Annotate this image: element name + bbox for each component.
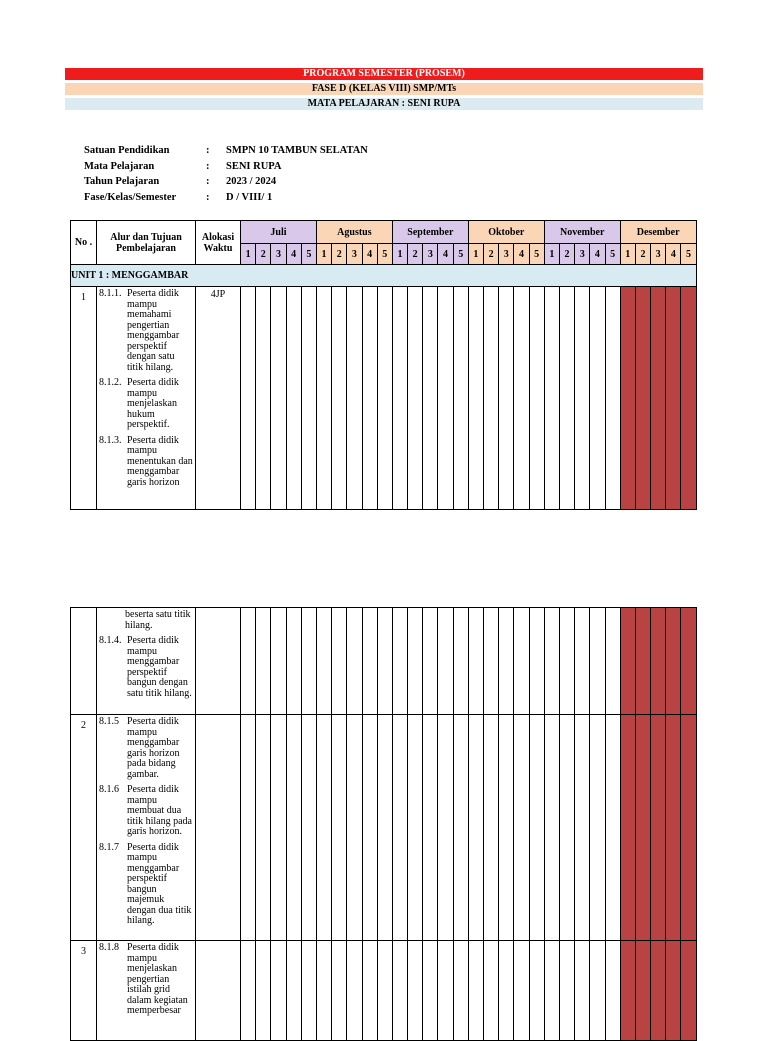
week-cell: [484, 715, 499, 941]
week-cell: [468, 941, 483, 1041]
week-cell: [408, 608, 423, 715]
week-cell: [347, 608, 362, 715]
info-label: Tahun Pelajaran: [84, 176, 160, 187]
week-cell: [529, 941, 544, 1041]
week-cell: [666, 941, 681, 1041]
week-cell: [666, 608, 681, 715]
learning-objective: [99, 843, 193, 927]
week-header: 3: [575, 244, 590, 265]
row-objectives: [97, 941, 196, 1041]
info-value: 2023 / 2024: [226, 176, 277, 187]
week-header: 1: [316, 244, 331, 265]
info-colon: :: [206, 160, 210, 172]
week-cell: [559, 715, 574, 941]
month-header: Desember: [620, 221, 696, 244]
week-cell: [241, 287, 256, 510]
week-cell: [651, 608, 666, 715]
week-cell: [484, 941, 499, 1041]
objective-code: 8.1.8: [99, 942, 119, 953]
week-cell: [499, 941, 514, 1041]
week-cell: [438, 287, 453, 510]
fase-title: FASE D (KELAS VIII) SMP/MTs: [65, 83, 703, 95]
week-cell: [514, 715, 529, 941]
week-cell: [301, 608, 316, 715]
week-cell: [499, 715, 514, 941]
week-cell: [362, 287, 377, 510]
week-cell: [605, 941, 620, 1041]
objective-text: Peserta didik mampu menjelaskan hukum perspektif.: [127, 377, 179, 430]
continuation-text: beserta satu titik hilang.: [125, 609, 191, 631]
week-header: 5: [301, 244, 316, 265]
week-cell: [301, 287, 316, 510]
learning-objective: [99, 289, 193, 373]
row-objectives: [97, 715, 196, 941]
week-cell: [438, 715, 453, 941]
week-cell: [575, 715, 590, 941]
week-cell: [590, 287, 605, 510]
month-header: November: [544, 221, 620, 244]
week-cell: [438, 941, 453, 1041]
month-header: Juli: [241, 221, 317, 244]
week-cell: [635, 715, 650, 941]
week-cell: [377, 941, 392, 1041]
objective-code: 8.1.4.: [99, 635, 122, 646]
col-header-alokasi: Alokasi Waktu: [196, 221, 241, 265]
week-cell: [529, 608, 544, 715]
week-cell: [544, 941, 559, 1041]
week-cell: [241, 608, 256, 715]
info-colon: :: [206, 176, 210, 187]
week-cell: [590, 941, 605, 1041]
week-cell: [544, 287, 559, 510]
week-cell: [347, 287, 362, 510]
week-cell: [362, 941, 377, 1041]
info-value: SMPN 10 TAMBUN SELATAN: [226, 145, 368, 156]
objective-text: Peserta didik mampu menggambar perspektif bangun dengan satu titik hilang.: [127, 635, 192, 699]
week-cell: [408, 941, 423, 1041]
week-cell: [681, 287, 696, 510]
week-header: 5: [377, 244, 392, 265]
week-header: 4: [438, 244, 453, 265]
week-cell: [256, 941, 271, 1041]
table-row: [71, 608, 697, 715]
objective-text: Peserta didik mampu menjelaskan pengertian istilah grid dalam kegiatan memperbesar: [127, 942, 188, 1016]
week-cell: [544, 608, 559, 715]
week-cell: [453, 715, 468, 941]
col-header-no: No .: [71, 221, 97, 265]
week-cell: [605, 287, 620, 510]
row-alokasi: [196, 715, 241, 941]
week-cell: [347, 715, 362, 941]
week-cell: [392, 715, 407, 941]
week-header: 4: [590, 244, 605, 265]
week-cell: [362, 715, 377, 941]
prosem-title: PROGRAM SEMESTER (PROSEM): [65, 68, 703, 80]
week-cell: [377, 715, 392, 941]
week-header: 2: [256, 244, 271, 265]
week-header: 4: [362, 244, 377, 265]
objective-code: 8.1.6: [99, 784, 119, 795]
week-cell: [453, 287, 468, 510]
week-header: 3: [651, 244, 666, 265]
week-cell: [590, 608, 605, 715]
week-header: 3: [423, 244, 438, 265]
info-label: Fase/Kelas/Semester: [84, 191, 177, 203]
week-cell: [559, 941, 574, 1041]
week-cell: [271, 941, 286, 1041]
week-cell: [666, 715, 681, 941]
learning-objective: [99, 785, 193, 838]
row-alokasi: [196, 941, 241, 1041]
week-cell: [301, 715, 316, 941]
week-cell: [529, 287, 544, 510]
week-cell: [362, 608, 377, 715]
week-cell: [392, 608, 407, 715]
week-cell: [620, 287, 635, 510]
week-cell: [666, 287, 681, 510]
mapel-title: MATA PELAJARAN : SENI RUPA: [65, 98, 703, 110]
week-cell: [620, 715, 635, 941]
week-header: 5: [605, 244, 620, 265]
week-header: 4: [514, 244, 529, 265]
row-alokasi: 4JP: [196, 287, 241, 510]
week-cell: [256, 608, 271, 715]
week-cell: [408, 715, 423, 941]
week-cell: [605, 608, 620, 715]
info-colon: :: [206, 191, 210, 203]
week-cell: [286, 287, 301, 510]
week-cell: [347, 941, 362, 1041]
week-header: 5: [453, 244, 468, 265]
week-cell: [575, 287, 590, 510]
week-cell: [620, 608, 635, 715]
prosem-table-page2: [70, 607, 697, 1041]
week-cell: [316, 941, 331, 1041]
learning-objective: [99, 636, 193, 699]
info-label: Mata Pelajaran: [84, 160, 155, 172]
objective-code: 8.1.7: [99, 841, 119, 853]
week-header: 2: [484, 244, 499, 265]
info-value: SENI RUPA: [226, 160, 282, 172]
week-cell: [484, 287, 499, 510]
week-cell: [514, 608, 529, 715]
week-header: 1: [392, 244, 407, 265]
week-cell: [408, 287, 423, 510]
week-cell: [651, 287, 666, 510]
week-cell: [651, 715, 666, 941]
objective-code: 8.1.1.: [99, 288, 122, 299]
week-header: 2: [332, 244, 347, 265]
week-cell: [423, 608, 438, 715]
week-cell: [681, 715, 696, 941]
week-cell: [651, 941, 666, 1041]
week-cell: [271, 287, 286, 510]
row-number: [71, 608, 97, 715]
week-header: 3: [271, 244, 286, 265]
learning-objective: [99, 717, 193, 780]
week-cell: [332, 287, 347, 510]
col-header-alur: Alur dan Tujuan Pembelajaran: [97, 221, 196, 265]
week-cell: [635, 287, 650, 510]
week-cell: [241, 715, 256, 941]
week-cell: [241, 941, 256, 1041]
week-cell: [392, 287, 407, 510]
month-header: Agustus: [316, 221, 392, 244]
prosem-table-page1: [70, 220, 697, 510]
week-cell: [499, 608, 514, 715]
week-header: 5: [681, 244, 696, 265]
week-header: 3: [499, 244, 514, 265]
learning-objective: [99, 943, 193, 1017]
week-cell: [377, 287, 392, 510]
objective-text: Peserta didik mampu menentukan dan menggambar garis horizon: [127, 434, 193, 488]
week-header: 3: [347, 244, 362, 265]
week-cell: [286, 608, 301, 715]
week-header: 5: [529, 244, 544, 265]
week-cell: [316, 715, 331, 941]
week-cell: [377, 608, 392, 715]
table-row: [71, 941, 697, 1041]
week-cell: [529, 715, 544, 941]
week-cell: [286, 941, 301, 1041]
week-cell: [256, 715, 271, 941]
week-header: 4: [666, 244, 681, 265]
week-cell: [286, 715, 301, 941]
week-cell: [635, 608, 650, 715]
week-cell: [635, 941, 650, 1041]
week-cell: [316, 608, 331, 715]
objective-code: 8.1.3.: [99, 434, 122, 446]
week-cell: [484, 608, 499, 715]
week-cell: [301, 941, 316, 1041]
week-cell: [681, 941, 696, 1041]
week-cell: [316, 287, 331, 510]
week-header: 2: [635, 244, 650, 265]
objective-text: Peserta didik mampu memahami pengertian menggambar perspektif dengan satu titik hilang.: [127, 288, 180, 373]
month-header: Oktober: [468, 221, 544, 244]
week-cell: [544, 715, 559, 941]
month-header: September: [392, 221, 468, 244]
objective-text: Peserta didik mampu membuat dua titik hilang pada garis horizon.: [127, 784, 192, 837]
objective-text: Peserta didik mampu menggambar perspektif bangun majemuk dengan dua titik hilang.: [127, 841, 192, 926]
week-cell: [620, 941, 635, 1041]
row-objectives: [97, 287, 196, 510]
row-number: 1: [71, 287, 97, 510]
objective-text: Peserta didik mampu menggambar garis horizon pada bidang gambar.: [127, 716, 180, 780]
table-row: [71, 715, 697, 941]
unit-heading: UNIT 1 : MENGGAMBAR: [71, 265, 697, 287]
learning-objective: [99, 378, 193, 431]
week-cell: [332, 608, 347, 715]
week-cell: [392, 941, 407, 1041]
week-header: 2: [408, 244, 423, 265]
objective-code: 8.1.5: [99, 716, 119, 727]
week-cell: [468, 287, 483, 510]
week-cell: [575, 608, 590, 715]
week-cell: [271, 715, 286, 941]
info-colon: :: [206, 145, 210, 156]
week-header: 1: [620, 244, 635, 265]
week-cell: [423, 715, 438, 941]
row-alokasi: [196, 608, 241, 715]
week-cell: [681, 608, 696, 715]
week-cell: [332, 715, 347, 941]
week-cell: [332, 941, 347, 1041]
week-cell: [514, 287, 529, 510]
week-header: 1: [544, 244, 559, 265]
info-label: Satuan Pendidikan: [84, 145, 170, 156]
week-cell: [423, 287, 438, 510]
week-cell: [559, 287, 574, 510]
week-header: 1: [468, 244, 483, 265]
week-cell: [575, 941, 590, 1041]
week-cell: [514, 941, 529, 1041]
week-header: 1: [241, 244, 256, 265]
row-number: 3: [71, 941, 97, 1041]
week-cell: [499, 287, 514, 510]
objective-code: 8.1.2.: [99, 377, 122, 388]
week-cell: [271, 608, 286, 715]
week-cell: [438, 608, 453, 715]
week-cell: [256, 287, 271, 510]
week-cell: [453, 941, 468, 1041]
learning-objective: [99, 436, 193, 489]
week-header: 2: [559, 244, 574, 265]
week-cell: [453, 608, 468, 715]
info-value: D / VIII/ 1: [226, 191, 273, 203]
week-cell: [423, 941, 438, 1041]
week-header: 4: [286, 244, 301, 265]
table-row: [71, 287, 697, 510]
week-cell: [590, 715, 605, 941]
row-objectives: [97, 608, 196, 715]
week-cell: [605, 715, 620, 941]
week-cell: [468, 715, 483, 941]
row-number: 2: [71, 715, 97, 941]
week-cell: [559, 608, 574, 715]
week-cell: [468, 608, 483, 715]
